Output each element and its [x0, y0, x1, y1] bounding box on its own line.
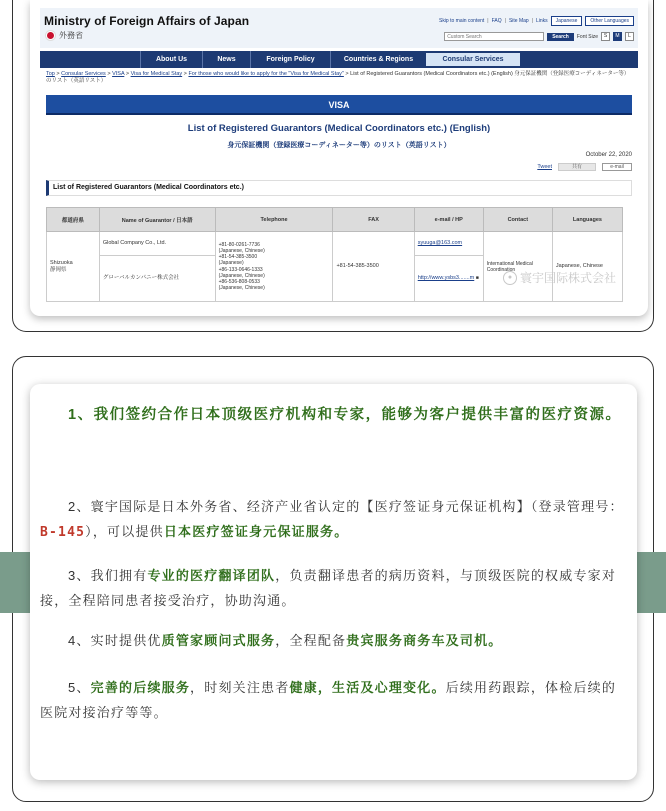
mofa-page	[40, 0, 638, 316]
tel-line: (Japanese)	[218, 260, 244, 267]
page-date: October 22, 2020	[585, 152, 632, 158]
tel-line: (Japanese, Chinese)	[218, 247, 265, 254]
search-button[interactable]: Search	[547, 33, 574, 41]
point-4-highlight-2: 贵宾服务商务车及司机。	[346, 633, 503, 648]
cell-hp	[414, 256, 483, 302]
site-subtitle	[46, 30, 83, 41]
point-1: 1、我们签约合作日本顶级医疗机构和专家，能够为客户提供丰富的医疗资源。	[68, 407, 622, 423]
breadcrumb-apply[interactable]: For those who would like to apply for the "Visa for Medical Stay"	[188, 71, 344, 77]
tel-line: (Japanese, Chinese)	[218, 272, 265, 279]
th-contact: Contact	[483, 208, 552, 232]
tweet-link[interactable]: Tweet	[537, 164, 552, 170]
breadcrumb-current: List of Registered Guarantors (Medical Coordinators etc.) (English) 身元保証機関（登録医療コーディネーター等）のリスト（英語リスト）	[46, 71, 630, 84]
section-heading: List of Registered Guarantors (Medical Coordinators etc.)	[46, 180, 632, 196]
external-link-icon: ■	[475, 275, 479, 281]
point-5-highlight-2: 健康，生活及心理变化。	[289, 680, 446, 695]
tel-line: +81-54-385-3500	[218, 254, 258, 261]
point-2-highlight: 日本医疗签证身元保证服务。	[163, 524, 349, 539]
tel-line: +81-80-0261-7736	[218, 241, 260, 248]
links-link[interactable]: Links	[535, 18, 548, 24]
skip-link[interactable]: Skip to main content	[438, 18, 485, 24]
point-5-highlight-1: 完善的后续服务	[90, 680, 191, 695]
point-3-text-a: 3、我们拥有	[68, 568, 148, 583]
page-subtitle: 身元保証機関（登録医療コーディネーター等）のリスト（英語リスト）	[227, 142, 451, 149]
hp-link[interactable]: http://www.ysbs3.......m	[417, 275, 475, 281]
faq-link[interactable]: FAQ	[491, 18, 502, 24]
point-5-text-a: 5、	[68, 680, 91, 695]
registration-code: B-145	[40, 525, 86, 540]
point-4-text-b: ，全程配备	[275, 633, 347, 648]
site-map-link[interactable]: Site Map	[508, 18, 529, 24]
th-email-hp: e-mail / HP	[414, 208, 483, 232]
breadcrumb-top[interactable]: Top	[46, 71, 55, 77]
breadcrumb: Top > Consular Services > VISA > Visa for Medical Stay > For those who would like to apply for the "Visa for Medical Stay" > List of Registered Guarantors (Medical Coordinators etc.) (English) 身元保証機関（登録医療コーディネーター等）のリスト（英語リスト）	[46, 71, 630, 84]
nav-foreign-policy[interactable]: Foreign Policy	[250, 51, 330, 68]
tel-line: (Japanese, Chinese)	[218, 285, 265, 292]
search-input[interactable]	[444, 32, 544, 41]
japan-flag-icon	[46, 31, 55, 40]
th-prefecture: 都道府県	[47, 208, 100, 232]
point-5-text-b: ，时刻关注患者	[190, 680, 290, 695]
page-title: List of Registered Guarantors (Medical Coordinators etc.) (English)	[187, 123, 491, 134]
cell-name-jp: グローバルカンパニー株式会社	[99, 256, 215, 302]
point-2-text-a: 2、寰宇国际是日本外务省、经济产业省认定的【医疗签证身元保证机构】（登录管理号：	[68, 499, 624, 514]
table-row	[47, 232, 623, 256]
decorative-band-left	[0, 552, 30, 613]
font-size-small-button[interactable]: S	[601, 32, 610, 41]
email-share-button[interactable]: e-mail	[602, 163, 632, 171]
breadcrumb-medical[interactable]: Visa for Medical Stay	[130, 71, 183, 77]
th-languages: Languages	[552, 208, 622, 232]
breadcrumb-visa[interactable]: VISA	[112, 71, 125, 77]
site-title[interactable]: Ministry of Foreign Affairs of Japan	[44, 14, 250, 28]
mofa-screenshot-card	[30, 0, 648, 316]
point-2-text-b: ），可以提供	[85, 524, 164, 539]
cell-prefecture	[47, 232, 100, 302]
share-button[interactable]: 共有	[558, 163, 596, 171]
font-size-large-button[interactable]: L	[625, 32, 634, 41]
tel-line: +86-536-808-0533	[218, 278, 260, 285]
th-fax: FAX	[333, 208, 414, 232]
watermark	[503, 269, 616, 286]
table-header-row	[47, 208, 623, 232]
point-4-text-a: 4、实时提供优	[68, 633, 162, 648]
th-telephone: Telephone	[215, 208, 333, 232]
visa-section-bar: VISA	[46, 95, 632, 115]
font-size-medium-button[interactable]: M	[613, 32, 622, 41]
cell-email	[414, 232, 483, 256]
point-2	[40, 494, 626, 545]
point-4	[40, 628, 626, 653]
cell-fax: +81-54-385-3500	[333, 232, 414, 302]
point-3-text-b: ，负责翻译患者的病历资料，与顶级医院的权威专家对接，全程陪同患者接受治疗，协助沟通。	[40, 568, 617, 608]
nav-about-us[interactable]: About Us	[140, 51, 202, 68]
cell-languages: Japanese, Chinese	[552, 232, 622, 302]
site-subtitle-jp: 外務省	[59, 31, 83, 40]
cell-telephone	[215, 232, 333, 302]
font-size-label: Font Size	[576, 33, 598, 40]
cell-name-en: Global Company Co., Ltd.	[99, 232, 215, 256]
point-3-highlight: 专业的医疗翻译团队	[147, 568, 276, 583]
point-3	[40, 563, 626, 613]
tel-line: +86-133-0646-1333	[218, 266, 263, 273]
prefecture-jp: 静岡県	[50, 266, 67, 273]
email-link[interactable]: syuuga@163.com	[417, 240, 463, 246]
point-5-text-c: 后续用药跟踪，体检后续的医院对接治疗等等。	[40, 680, 617, 720]
wechat-logo-icon: ●	[503, 271, 517, 285]
japanese-language-button[interactable]: Japanese	[551, 16, 583, 26]
main-navbar	[40, 51, 638, 68]
other-languages-button[interactable]: Other Languages	[585, 16, 634, 26]
breadcrumb-consular[interactable]: Consular Services	[61, 71, 106, 77]
point-4-highlight-1: 质管家顾问式服务	[161, 633, 276, 648]
nav-news[interactable]: News	[202, 51, 250, 68]
nav-countries-regions[interactable]: Countries & Regions	[330, 51, 426, 68]
th-name: Name of Guarantor / 日本語	[99, 208, 215, 232]
site-header	[40, 8, 638, 48]
decorative-band-right	[636, 552, 666, 613]
search-row	[444, 32, 634, 41]
utility-links: Skip to main content | FAQ | Site Map | Links Japanese Other Languages	[439, 16, 634, 26]
prefecture-en: Shizuoka	[50, 259, 73, 266]
guarantors-table	[46, 207, 623, 302]
cell-contact: International Medical Coordination	[483, 232, 552, 302]
point-5	[40, 675, 626, 725]
share-row	[537, 163, 632, 171]
nav-consular-services[interactable]: Consular Services	[426, 53, 520, 66]
watermark-text: 寰宇国际株式会社	[520, 271, 617, 285]
